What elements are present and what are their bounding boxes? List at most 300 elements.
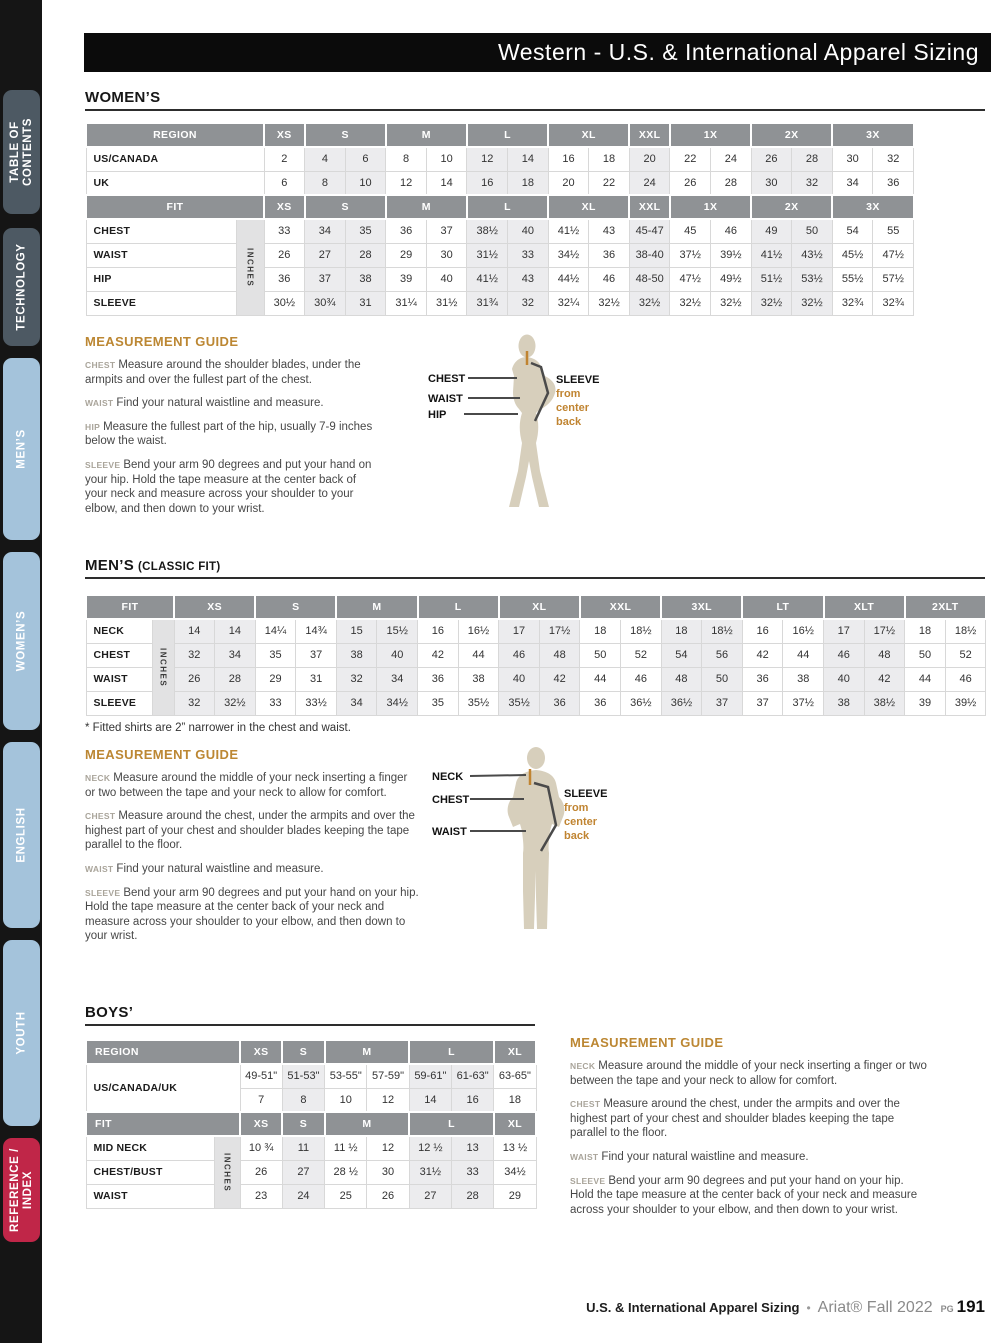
guide-item: CHEST Measure around the shoulder blades, under the armpits and over the fullest part of the chest. (85, 359, 361, 386)
size-value: 46 (711, 219, 752, 243)
size-value: 39½ (945, 691, 986, 715)
size-column-header: 2XLT (905, 595, 986, 619)
size-value: 12 (467, 147, 508, 171)
size-value: 36 (873, 171, 914, 195)
size-value: 30¾ (305, 291, 346, 315)
size-value: 51½ (751, 267, 792, 291)
neck-label: NECK (432, 771, 464, 783)
size-value: 12 (367, 1088, 409, 1112)
size-value: 16 (418, 619, 459, 643)
fitted-shirts-footnote: * Fitted shirts are 2” narrower in the chest and waist. (85, 722, 351, 734)
size-value: 38½ (467, 219, 508, 243)
size-value: 37 (305, 267, 346, 291)
size-value: 35 (418, 691, 459, 715)
size-value: 26 (367, 1184, 409, 1208)
row-label: UK (86, 171, 264, 195)
size-value: 32½ (670, 291, 711, 315)
size-value: 63-65" (494, 1064, 536, 1088)
sidebar-tab-table-of-contents[interactable] (3, 90, 40, 214)
guide-item-label: SLEEVE (570, 1175, 606, 1186)
size-value: 10 (325, 1088, 367, 1112)
size-value: 38 (345, 267, 386, 291)
boys-section-heading: BOYS’ (85, 1004, 535, 1026)
size-value: 16 (548, 147, 589, 171)
hip-label: HIP (428, 409, 447, 421)
size-value: 32½ (751, 291, 792, 315)
size-value: 17 (499, 619, 540, 643)
size-value: 31¾ (467, 291, 508, 315)
size-value: 37 (296, 643, 337, 667)
chest-label: CHEST (432, 794, 470, 806)
size-column-header: XXL (580, 595, 661, 619)
footer-catalog-name: Ariat® Fall 2022 (817, 1299, 933, 1316)
sidebar-tab-label: YOUTH (15, 1011, 27, 1055)
size-value: 37 (742, 691, 783, 715)
size-value: 8 (386, 147, 427, 171)
size-value: 48 (864, 643, 905, 667)
table-section-label: FIT (86, 195, 264, 219)
row-label: NECK (86, 619, 152, 643)
size-value: 35½ (458, 691, 499, 715)
size-value: 15½ (377, 619, 418, 643)
size-value: 43 (589, 219, 630, 243)
row-label: WAIST (86, 243, 236, 267)
inches-unit-label: INCHES (236, 219, 264, 315)
page-title: Western - U.S. & International Apparel Sizing (497, 39, 979, 65)
size-value: 46 (621, 667, 662, 691)
sidebar-tab-label: WOMEN’S (15, 610, 27, 672)
size-value: 26 (240, 1160, 282, 1184)
size-value: 18½ (621, 619, 662, 643)
size-value: 36 (580, 691, 621, 715)
size-value: 32½ (215, 691, 256, 715)
size-column-header: XL (548, 195, 629, 219)
size-value: 22 (589, 171, 630, 195)
size-value: 28 (345, 243, 386, 267)
sidebar-tab-technology[interactable] (3, 228, 40, 346)
size-value: 14¾ (296, 619, 337, 643)
size-value: 46 (824, 643, 865, 667)
size-value: 37½ (783, 691, 824, 715)
size-column-header: 2X (751, 195, 832, 219)
size-value: 13 ½ (494, 1136, 536, 1160)
size-value: 26 (670, 171, 711, 195)
man-silhouette-head (527, 747, 545, 769)
size-value: 33 (508, 243, 549, 267)
sidebar-tab-label: TECHNOLOGY (15, 243, 27, 331)
size-column-header: XL (548, 123, 629, 147)
size-value: 32½ (711, 291, 752, 315)
sidebar-tab-reference-index[interactable] (3, 1138, 40, 1242)
guide-item-label: CHEST (570, 1099, 601, 1110)
size-value: 18 (580, 619, 621, 643)
size-value: 32¼ (548, 291, 589, 315)
row-label: WAIST (86, 667, 152, 691)
size-value: 32 (792, 171, 833, 195)
sleeve-note-line: center (564, 816, 598, 828)
guide-item-label: CHEST (85, 811, 116, 822)
guide-item: HIP Measure the fullest part of the hip, usually 7-9 inches below the waist. (85, 420, 373, 448)
size-value: 29 (386, 243, 427, 267)
sidebar-tab-label: MEN’S (15, 429, 27, 469)
size-value: 16½ (783, 619, 824, 643)
row-label: MID NECK (86, 1136, 214, 1160)
size-value: 39 (905, 691, 946, 715)
guide-item: WAIST Find your natural waistline and measure. (85, 862, 324, 875)
size-value: 41½ (548, 219, 589, 243)
size-value: 27 (305, 243, 346, 267)
size-value: 32 (336, 667, 377, 691)
size-value: 31½ (409, 1160, 451, 1184)
mens-sizing-table (85, 594, 987, 716)
guide-item-label: WAIST (85, 398, 114, 409)
size-value: 32 (174, 691, 215, 715)
size-value: 36 (418, 667, 459, 691)
size-value: 30 (367, 1160, 409, 1184)
guide-item-label: NECK (85, 773, 111, 783)
guide-item-label: CHEST (85, 360, 116, 370)
size-value: 39 (386, 267, 427, 291)
row-label: HIP (86, 267, 236, 291)
size-value: 45 (670, 219, 711, 243)
size-column-header: XL (494, 1040, 536, 1064)
size-value: 45-47 (629, 219, 670, 243)
size-column-header: XS (240, 1040, 282, 1064)
size-column-header: S (282, 1040, 324, 1064)
size-column-header: M (325, 1112, 410, 1136)
size-value: 46 (945, 667, 986, 691)
size-value: 42 (742, 643, 783, 667)
sidebar-tab-label: TABLE OF CONTENTS (8, 117, 34, 187)
size-value: 38 (824, 691, 865, 715)
guide-item-label: SLEEVE (85, 459, 121, 470)
size-column-header: XS (264, 195, 305, 219)
size-value: 26 (751, 147, 792, 171)
size-value: 38 (458, 667, 499, 691)
sleeve-label: SLEEVE (556, 374, 600, 386)
size-value: 36 (589, 243, 630, 267)
size-value: 32½ (792, 291, 833, 315)
size-column-header: LT (742, 595, 823, 619)
size-column-header: L (409, 1112, 494, 1136)
mens-figure (424, 739, 662, 939)
guide-item: WAIST Find your natural waistline and measure. (85, 397, 324, 410)
size-value: 36 (386, 219, 427, 243)
size-value: 18 (494, 1088, 536, 1112)
size-value: 32¾ (832, 291, 873, 315)
size-value: 54 (661, 643, 702, 667)
boys-measurement-guide (570, 1035, 928, 1226)
size-value: 31½ (467, 243, 508, 267)
size-value: 48 (539, 643, 580, 667)
size-value: 16 (742, 619, 783, 643)
size-value: 24 (629, 171, 670, 195)
size-column-header: S (305, 123, 386, 147)
size-value: 40 (824, 667, 865, 691)
size-value: 17 (824, 619, 865, 643)
mens-heading-suffix: (CLASSIC FIT) (138, 561, 221, 573)
size-value: 29 (255, 667, 296, 691)
size-value: 30 (832, 147, 873, 171)
size-value: 18 (905, 619, 946, 643)
size-value: 36 (742, 667, 783, 691)
size-value: 28 (215, 667, 256, 691)
size-value: 30 (426, 243, 467, 267)
chest-label: CHEST (428, 373, 466, 385)
size-value: 14 (508, 147, 549, 171)
size-value: 55½ (832, 267, 873, 291)
boys-sizing-table (85, 1039, 537, 1209)
size-column-header: XS (174, 595, 255, 619)
size-value: 31½ (426, 291, 467, 315)
size-value: 31 (345, 291, 386, 315)
guide-item: SLEEVE Bend your arm 90 degrees and put your hand on your hip. Hold the tape measure at the center back of your neck and measure across your shoulder to your elbow, and then down to your wrist. (85, 886, 419, 943)
size-value: 34 (215, 643, 256, 667)
sleeve-note-line: center (556, 402, 590, 414)
guide-item: CHEST Measure around the chest, under the armpits and over the highest part of your chest and shoulder blades keeping the tape parallel to the floor. (85, 810, 415, 852)
size-value: 32½ (629, 291, 670, 315)
guide-item-label: SLEEVE (85, 887, 121, 898)
size-value: 15 (336, 619, 377, 643)
size-value: 41½ (467, 267, 508, 291)
guide-item: WAIST Find your natural waistline and measure. (570, 1150, 809, 1163)
size-value: 20 (629, 147, 670, 171)
row-label: SLEEVE (86, 291, 236, 315)
size-value: 35 (345, 219, 386, 243)
footer-section-title: U.S. & International Apparel Sizing (586, 1300, 800, 1315)
sleeve-note-line: back (556, 416, 582, 428)
size-value: 33 (451, 1160, 493, 1184)
size-value: 35 (255, 643, 296, 667)
size-value: 49 (751, 219, 792, 243)
size-value: 4 (305, 147, 346, 171)
mens-measurement-guide (85, 747, 420, 953)
size-value: 28 (792, 147, 833, 171)
size-value: 44 (905, 667, 946, 691)
size-value: 16½ (458, 619, 499, 643)
sidebar-tab-label: ENGLISH (15, 807, 27, 863)
sidebar-tab-label: REFERENCE / INDEX (8, 1148, 34, 1232)
guide-item-label: HIP (85, 421, 101, 432)
size-value: 12 (386, 171, 427, 195)
waist-label: WAIST (432, 826, 467, 838)
page-footer (85, 1297, 985, 1317)
waist-label: WAIST (428, 393, 463, 405)
size-column-header: XL (494, 1112, 536, 1136)
size-value: 51-53" (282, 1064, 324, 1088)
womens-measurement-guide (85, 334, 377, 525)
size-value: 32 (873, 147, 914, 171)
guide-item-label: WAIST (570, 1151, 599, 1162)
footer-page-number: 191 (956, 1297, 985, 1316)
row-label: CHEST (86, 643, 152, 667)
size-value: 42 (418, 643, 459, 667)
size-value: 11 ½ (325, 1136, 367, 1160)
sleeve-note-line: back (564, 830, 590, 842)
size-value: 17½ (864, 619, 905, 643)
size-value: 36 (539, 691, 580, 715)
mens-section-heading: MEN’S (CLASSIC FIT) (85, 557, 985, 579)
size-value: 38-40 (629, 243, 670, 267)
sidebar-tab-english[interactable] (3, 742, 40, 928)
size-value: 22 (670, 147, 711, 171)
page-header-bar (84, 33, 991, 72)
sidebar-tab-men-s[interactable] (3, 358, 40, 540)
size-value: 20 (548, 171, 589, 195)
size-value: 42 (864, 667, 905, 691)
size-value: 10 (426, 147, 467, 171)
size-value: 37½ (670, 243, 711, 267)
size-column-header: 3X (832, 123, 913, 147)
row-label: US/CANADA (86, 147, 264, 171)
size-value: 14¼ (255, 619, 296, 643)
neck-leader-line (470, 775, 526, 776)
size-value: 55 (873, 219, 914, 243)
size-value: 43 (508, 267, 549, 291)
size-value: 11 (282, 1136, 324, 1160)
man-silhouette (508, 770, 565, 929)
row-label: CHEST/BUST (86, 1160, 214, 1184)
size-value: 50 (792, 219, 833, 243)
size-value: 34½ (548, 243, 589, 267)
guide-item: NECK Measure around the middle of your neck inserting a finger or two between the tape and your neck to allow for comfort. (570, 1060, 927, 1087)
size-value: 34 (336, 691, 377, 715)
size-value: 31¼ (386, 291, 427, 315)
size-value: 37 (426, 219, 467, 243)
guide-item: SLEEVE Bend your arm 90 degrees and put your hand on your hip. Hold the tape measure at the center back of your neck and measure across your shoulder to your elbow, and then down to your wrist. (570, 1174, 918, 1216)
inches-unit-label: INCHES (152, 619, 174, 715)
size-value: 27 (282, 1160, 324, 1184)
size-value: 30 (751, 171, 792, 195)
size-value: 41½ (751, 243, 792, 267)
row-label: US/CANADA/UK (86, 1064, 240, 1112)
size-value: 8 (305, 171, 346, 195)
guide-heading: MEASUREMENT GUIDE (85, 334, 239, 349)
size-value: 14 (215, 619, 256, 643)
size-value: 24 (282, 1184, 324, 1208)
guide-heading: MEASUREMENT GUIDE (570, 1035, 724, 1050)
size-column-header: L (467, 195, 548, 219)
size-value: 10 (345, 171, 386, 195)
size-value: 39½ (711, 243, 752, 267)
size-value: 32½ (589, 291, 630, 315)
womens-figure (420, 331, 648, 511)
size-value: 7 (240, 1088, 282, 1112)
size-value: 61-63" (451, 1064, 493, 1088)
size-value: 28 (451, 1184, 493, 1208)
size-value: 54 (832, 219, 873, 243)
size-value: 14 (426, 171, 467, 195)
size-value: 33 (255, 691, 296, 715)
size-value: 40 (499, 667, 540, 691)
size-column-header: 1X (670, 195, 751, 219)
size-value: 53½ (792, 267, 833, 291)
size-value: 34 (832, 171, 873, 195)
size-value: 14 (174, 619, 215, 643)
size-value: 31 (296, 667, 337, 691)
guide-item: SLEEVE Bend your arm 90 degrees and put your hand on your hip. Hold the tape measure at the center back of your neck and measure across your shoulder to your elbow, and then down to your wrist. (85, 458, 372, 515)
size-value: 25 (325, 1184, 367, 1208)
size-value: 46 (589, 267, 630, 291)
size-column-header: XS (264, 123, 305, 147)
size-column-header: M (336, 595, 417, 619)
guide-item-label: WAIST (85, 863, 114, 874)
size-value: 49-51" (240, 1064, 282, 1088)
sidebar-tab-women-s[interactable] (3, 552, 40, 730)
size-value: 50 (702, 667, 743, 691)
inches-unit-label: INCHES (214, 1136, 240, 1208)
size-column-header: XL (499, 595, 580, 619)
size-column-header: XS (240, 1112, 282, 1136)
size-value: 50 (580, 643, 621, 667)
size-value: 26 (174, 667, 215, 691)
size-value: 16 (451, 1088, 493, 1112)
table-section-label: FIT (86, 1112, 240, 1136)
size-value: 32 (174, 643, 215, 667)
table-section-label: REGION (86, 123, 264, 147)
woman-silhouette (509, 357, 556, 507)
size-value: 49½ (711, 267, 752, 291)
row-label: SLEEVE (86, 691, 152, 715)
size-column-header: 3X (832, 195, 913, 219)
size-value: 16 (467, 171, 508, 195)
size-value: 36½ (661, 691, 702, 715)
size-value: 14 (409, 1088, 451, 1112)
size-column-header: S (255, 595, 336, 619)
size-column-header: M (386, 123, 467, 147)
size-value: 47½ (670, 267, 711, 291)
size-value: 57-59" (367, 1064, 409, 1088)
size-value: 36 (264, 267, 305, 291)
size-value: 57½ (873, 267, 914, 291)
size-value: 52 (945, 643, 986, 667)
table-section-label: REGION (86, 1040, 240, 1064)
size-value: 10 ¾ (240, 1136, 282, 1160)
table-section-label: FIT (86, 595, 174, 619)
size-value: 44½ (548, 267, 589, 291)
size-value: 38 (783, 667, 824, 691)
size-value: 28 (711, 171, 752, 195)
row-label: WAIST (86, 1184, 214, 1208)
sidebar-tab-youth[interactable] (3, 940, 40, 1126)
size-value: 52 (621, 643, 662, 667)
size-value: 40 (377, 643, 418, 667)
size-column-header: 1X (670, 123, 751, 147)
size-value: 42 (539, 667, 580, 691)
size-value: 12 ½ (409, 1136, 451, 1160)
size-value: 53-55" (325, 1064, 367, 1088)
size-value: 12 (367, 1136, 409, 1160)
size-value: 35½ (499, 691, 540, 715)
size-value: 32 (508, 291, 549, 315)
size-column-header: XXL (629, 195, 670, 219)
size-value: 47½ (873, 243, 914, 267)
size-value: 27 (409, 1184, 451, 1208)
size-value: 40 (508, 219, 549, 243)
size-value: 46 (499, 643, 540, 667)
size-column-header: M (325, 1040, 410, 1064)
size-value: 50 (905, 643, 946, 667)
size-value: 40 (426, 267, 467, 291)
size-value: 18½ (945, 619, 986, 643)
size-value: 13 (451, 1136, 493, 1160)
size-value: 44 (458, 643, 499, 667)
size-value: 18 (508, 171, 549, 195)
size-column-header: L (409, 1040, 494, 1064)
sleeve-label: SLEEVE (564, 788, 608, 800)
size-column-header: S (282, 1112, 324, 1136)
size-value: 32¾ (873, 291, 914, 315)
